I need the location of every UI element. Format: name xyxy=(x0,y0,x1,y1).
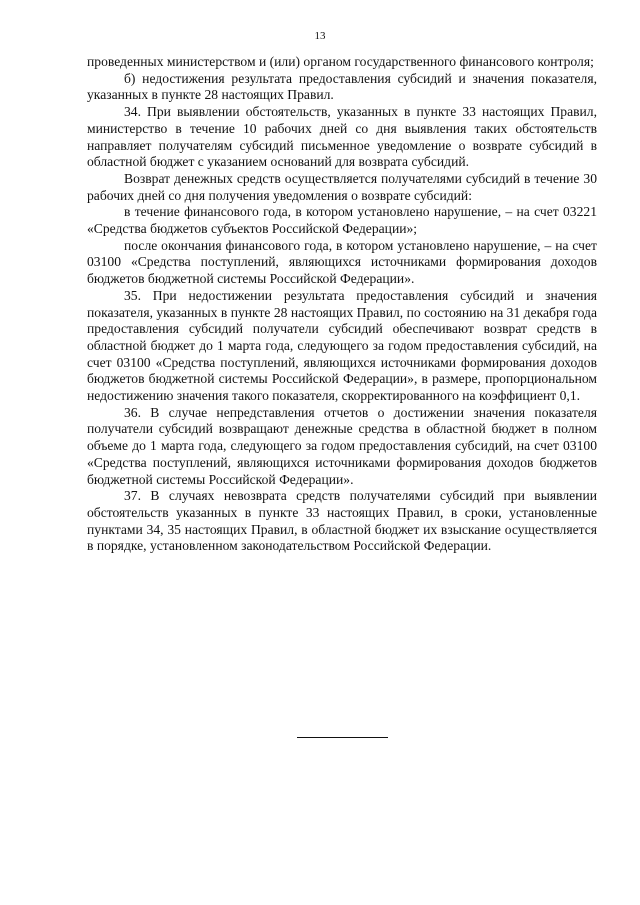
page-number: 13 xyxy=(314,30,326,42)
end-of-document-rule xyxy=(297,737,388,738)
paragraph-item-b: б) недостижения результата предоставления субсидий и значения показателя, указанных в пункте 28 настоящих Правил. xyxy=(87,70,597,103)
paragraph-clause-37: 37. В случаях невозврата средств получателями субсидий при выявлении обстоятельств указанных в пункте 33 настоящих Правил, в сроки, установленные пунктами 34, 35 настоящих Правил, в областной бюджет их взыскание осуществляется в порядке, установленном законодательством Российской Федерации. xyxy=(87,488,597,554)
paragraph-refund-account-after-year: после окончания финансового года, в котором установлено нарушение, – на счет 03100 «Средства поступлений, являющихся источниками формирования доходов бюджетов бюджетной системы Российской Федерации». xyxy=(87,237,597,287)
paragraph-refund-terms: Возврат денежных средств осуществляется получателями субсидий в течение 30 рабочих дней со дня получения уведомления о возврате субсидий: xyxy=(87,170,597,203)
document-body xyxy=(87,54,597,555)
paragraph-clause-35: 35. При недостижении результата предоставления субсидий и значения показателя, указанных в пункте 28 настоящих Правил, по состоянию на 31 декабря года предоставления субсидий получатели субсидий обеспечивают возврат средств в областной бюджет до 1 марта года, следующего за годом предоставления субсидий, на счет 03100 «Средства поступлений, являющихся источниками формирования доходов бюджетов бюджетной системы Российской Федерации», в размере, пропорциональном недостижению значения такого показателя, скорректированного на коэффициент 0,1. xyxy=(87,287,597,404)
paragraph-refund-account-current-year: в течение финансового года, в котором установлено нарушение, – на счет 03221 «Средства бюджетов субъектов Российской Федерации»; xyxy=(87,204,597,237)
paragraph-clause-34: 34. При выявлении обстоятельств, указанных в пункте 33 настоящих Правил, министерство в течение 10 рабочих дней со дня выявления таких обстоятельств направляет получателям субсидий письменное уведомление о возврате субсидий в областной бюджет с указанием оснований для возврата субсидий. xyxy=(87,104,597,170)
paragraph-clause-36: 36. В случае непредставления отчетов о достижении значения показателя получатели субсидий возвращают денежные средства в областной бюджет в полном объеме до 1 марта года, следующего за годом предоставления субсидий, на счет 03100 «Средства поступлений, являющихся источниками формирования доходов бюджетов бюджетной системы Российской Федерации». xyxy=(87,404,597,487)
paragraph-continuation: проведенных министерством и (или) органом государственного финансового контроля; xyxy=(87,54,594,69)
